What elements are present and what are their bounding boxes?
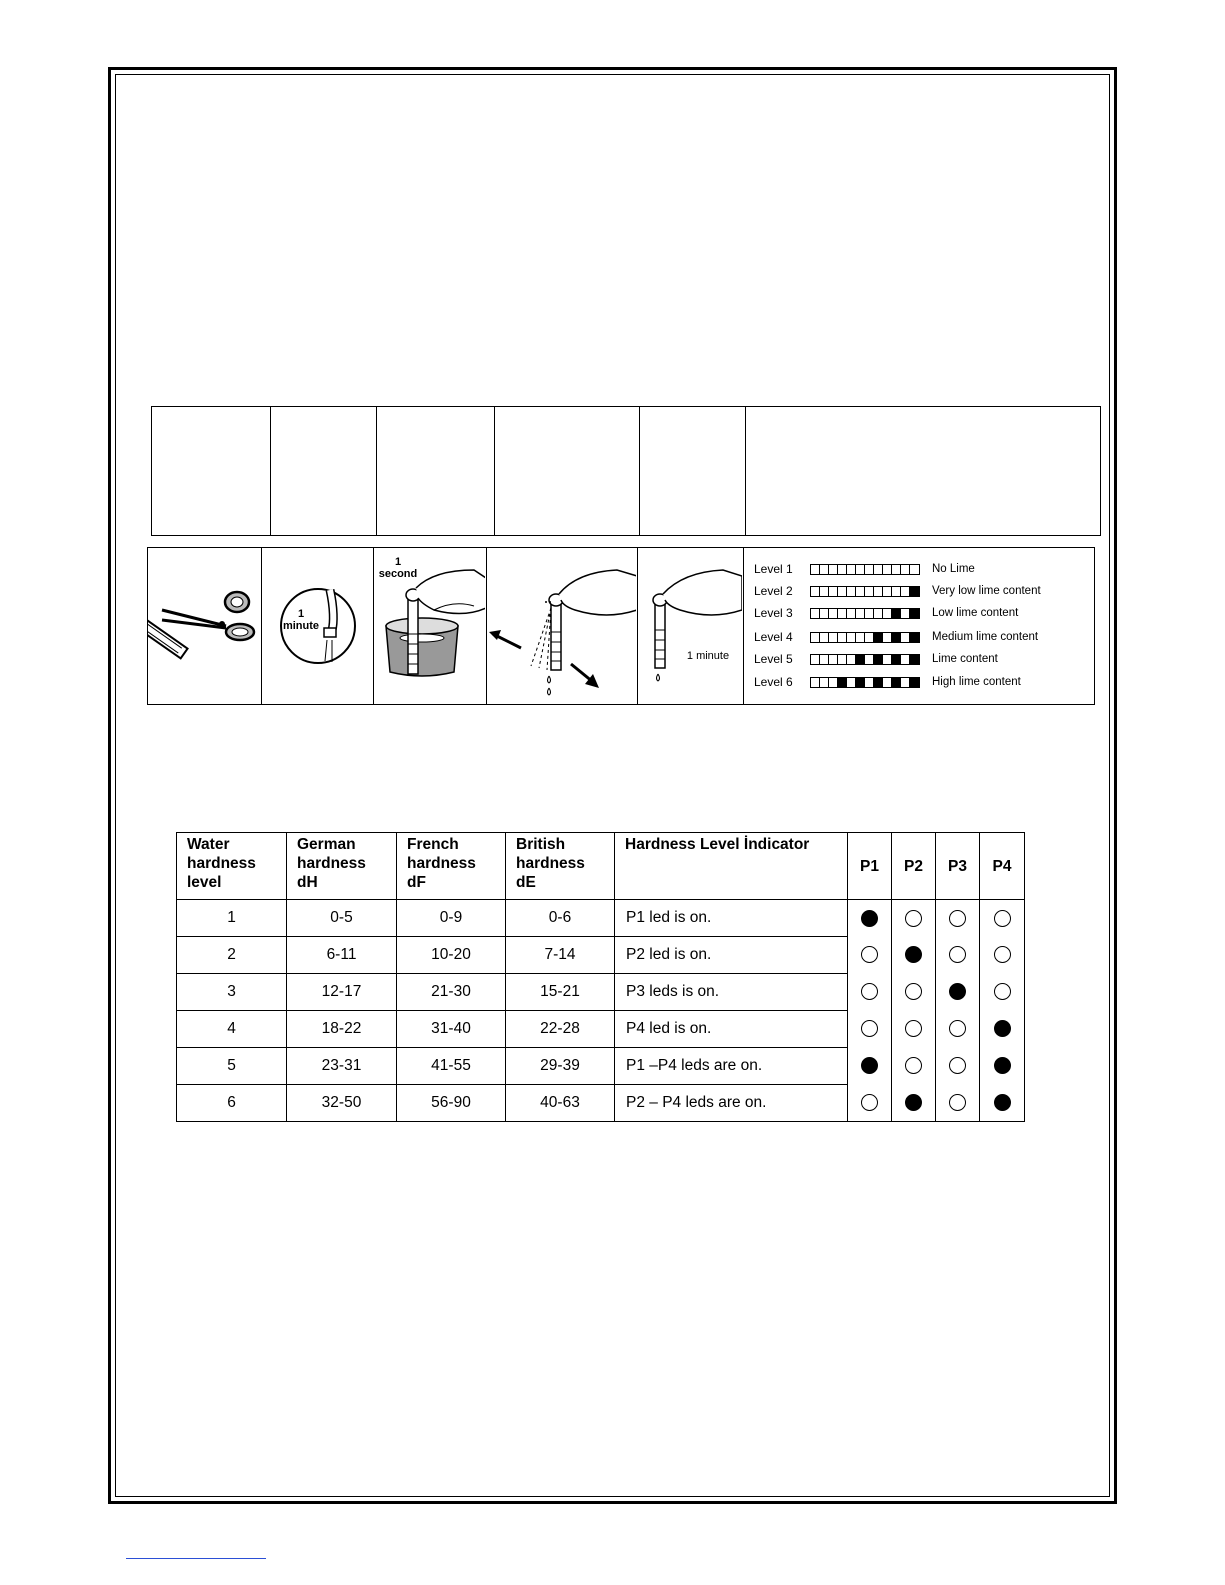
level-bar-segment bbox=[865, 609, 874, 618]
scissors-icon bbox=[148, 548, 260, 703]
led-off-icon bbox=[905, 983, 922, 1000]
level-row bbox=[754, 582, 1041, 600]
led-cell-p4 bbox=[980, 1011, 1025, 1048]
led-cell-p3 bbox=[936, 937, 980, 974]
level-bar-segment bbox=[829, 655, 838, 664]
level-bar-segment bbox=[829, 678, 838, 687]
level-cell: 2 bbox=[177, 937, 287, 974]
led-cell-p1 bbox=[848, 1011, 892, 1048]
level-bar-segment bbox=[829, 565, 838, 574]
level-bar bbox=[810, 654, 920, 665]
level-bar bbox=[810, 677, 920, 688]
level-bar-segment bbox=[811, 609, 820, 618]
indicator-cell: P1 led is on. bbox=[615, 900, 848, 937]
level-bar-segment bbox=[910, 587, 919, 596]
led-cell-p3 bbox=[936, 1011, 980, 1048]
level-bar-segment bbox=[820, 609, 829, 618]
led-cell-p3 bbox=[936, 900, 980, 937]
level-bar-segment bbox=[892, 609, 901, 618]
level-bar-segment bbox=[874, 655, 883, 664]
led-off-icon bbox=[949, 1057, 966, 1074]
level-row bbox=[754, 628, 1038, 646]
led-cell-p2 bbox=[892, 937, 936, 974]
lime-level-legend bbox=[744, 548, 1094, 704]
level-bar-segment bbox=[847, 678, 856, 687]
german-cell: 18-22 bbox=[287, 1011, 397, 1048]
level-bar-segment bbox=[910, 678, 919, 687]
level-bar-segment bbox=[874, 678, 883, 687]
level-bar-segment bbox=[838, 609, 847, 618]
led-off-icon bbox=[905, 910, 922, 927]
level-bar bbox=[810, 608, 920, 619]
level-bar-segment bbox=[874, 565, 883, 574]
german-cell: 23-31 bbox=[287, 1048, 397, 1085]
table-row bbox=[177, 1048, 1025, 1085]
empty-cell bbox=[377, 407, 495, 536]
level-description: Lime content bbox=[932, 653, 998, 665]
level-description: Very low lime content bbox=[932, 585, 1041, 597]
empty-header-row bbox=[152, 407, 1101, 536]
level-bar-segment bbox=[883, 609, 892, 618]
led-on-icon bbox=[861, 1057, 878, 1074]
level-bar-segment bbox=[892, 565, 901, 574]
level-row bbox=[754, 673, 1021, 691]
table-row bbox=[177, 937, 1025, 974]
german-cell: 32-50 bbox=[287, 1085, 397, 1122]
french-cell: 31-40 bbox=[397, 1011, 506, 1048]
level-bar-segment bbox=[883, 587, 892, 596]
level-bar-segment bbox=[856, 587, 865, 596]
level-bar-segment bbox=[820, 633, 829, 642]
level-bar-segment bbox=[829, 609, 838, 618]
level-bar-segment bbox=[838, 587, 847, 596]
led-cell-p1 bbox=[848, 974, 892, 1011]
footer-link-underline bbox=[126, 1557, 266, 1559]
led-on-icon bbox=[949, 983, 966, 1000]
level-description: Low lime content bbox=[932, 607, 1019, 619]
led-cell-p2 bbox=[892, 974, 936, 1011]
level-bar-segment bbox=[874, 633, 883, 642]
level-bar-segment bbox=[901, 565, 910, 574]
level-bar-segment bbox=[892, 633, 901, 642]
led-cell-p1 bbox=[848, 1048, 892, 1085]
led-cell-p3 bbox=[936, 974, 980, 1011]
level-bar-segment bbox=[865, 678, 874, 687]
empty-cell bbox=[152, 407, 271, 536]
step-shake-strip bbox=[487, 548, 638, 704]
british-cell: 7-14 bbox=[506, 937, 615, 974]
level-bar-segment bbox=[847, 609, 856, 618]
indicator-cell: P2 led is on. bbox=[615, 937, 848, 974]
shake-strip-icon bbox=[487, 548, 636, 703]
page-border-inner bbox=[115, 74, 1110, 1497]
empty-cell bbox=[640, 407, 746, 536]
level-bar-segment bbox=[865, 655, 874, 664]
level-bar-segment bbox=[811, 633, 820, 642]
level-cell: 3 bbox=[177, 974, 287, 1011]
level-name: Level 6 bbox=[754, 675, 793, 689]
level-bar-segment bbox=[910, 565, 919, 574]
header-p3: P3 bbox=[936, 833, 980, 900]
hardness-table bbox=[176, 832, 1025, 1122]
led-cell-p4 bbox=[980, 900, 1025, 937]
level-bar-segment bbox=[838, 655, 847, 664]
led-off-icon bbox=[994, 910, 1011, 927]
empty-cell bbox=[495, 407, 640, 536]
level-bar-segment bbox=[856, 678, 865, 687]
level-bar-segment bbox=[910, 609, 919, 618]
empty-cell bbox=[271, 407, 377, 536]
led-cell-p3 bbox=[936, 1085, 980, 1122]
level-bar-segment bbox=[829, 633, 838, 642]
test-strip-steps bbox=[147, 547, 1095, 705]
level-bar-segment bbox=[847, 587, 856, 596]
step-cut-strip bbox=[148, 548, 262, 704]
british-cell: 40-63 bbox=[506, 1085, 615, 1122]
led-off-icon bbox=[949, 910, 966, 927]
led-off-icon bbox=[949, 1020, 966, 1037]
led-cell-p3 bbox=[936, 1048, 980, 1085]
level-bar-segment bbox=[811, 587, 820, 596]
led-cell-p4 bbox=[980, 937, 1025, 974]
led-off-icon bbox=[994, 983, 1011, 1000]
level-bar-segment bbox=[892, 655, 901, 664]
led-off-icon bbox=[861, 1094, 878, 1111]
header-german-hardness: German hardness dH bbox=[287, 833, 397, 900]
header-p4: P4 bbox=[980, 833, 1025, 900]
level-bar-segment bbox=[874, 609, 883, 618]
header-french-hardness: French hardness dF bbox=[397, 833, 506, 900]
level-bar-segment bbox=[820, 565, 829, 574]
level-bar-segment bbox=[811, 565, 820, 574]
level-bar bbox=[810, 564, 920, 575]
level-cell: 4 bbox=[177, 1011, 287, 1048]
step-wait bbox=[638, 548, 744, 704]
level-row bbox=[754, 560, 975, 578]
british-cell: 15-21 bbox=[506, 974, 615, 1011]
dip-cup-icon bbox=[374, 548, 485, 703]
level-bar-segment bbox=[829, 587, 838, 596]
level-name: Level 4 bbox=[754, 630, 793, 644]
level-bar-segment bbox=[847, 565, 856, 574]
table-row bbox=[177, 900, 1025, 937]
indicator-cell: P4 led is on. bbox=[615, 1011, 848, 1048]
header-p1: P1 bbox=[848, 833, 892, 900]
level-name: Level 2 bbox=[754, 584, 793, 598]
led-cell-p1 bbox=[848, 937, 892, 974]
level-description: No Lime bbox=[932, 563, 975, 575]
level-bar-segment bbox=[847, 633, 856, 642]
level-bar-segment bbox=[811, 655, 820, 664]
level-bar-segment bbox=[838, 565, 847, 574]
level-bar bbox=[810, 586, 920, 597]
level-bar-segment bbox=[820, 655, 829, 664]
indicator-cell: P3 leds is on. bbox=[615, 974, 848, 1011]
german-cell: 0-5 bbox=[287, 900, 397, 937]
level-bar bbox=[810, 632, 920, 643]
header-water-hardness-level: Water hardness level bbox=[177, 833, 287, 900]
british-cell: 29-39 bbox=[506, 1048, 615, 1085]
level-bar-segment bbox=[820, 587, 829, 596]
level-bar-segment bbox=[883, 678, 892, 687]
level-cell: 6 bbox=[177, 1085, 287, 1122]
led-off-icon bbox=[905, 1057, 922, 1074]
german-cell: 6-11 bbox=[287, 937, 397, 974]
led-off-icon bbox=[994, 946, 1011, 963]
level-bar-segment bbox=[856, 609, 865, 618]
step-run-water bbox=[262, 548, 374, 704]
led-on-icon bbox=[861, 910, 878, 927]
british-cell: 22-28 bbox=[506, 1011, 615, 1048]
level-bar-segment bbox=[865, 565, 874, 574]
minute-label: 1 minute bbox=[282, 608, 320, 632]
led-off-icon bbox=[861, 983, 878, 1000]
led-cell-p4 bbox=[980, 1085, 1025, 1122]
table-row bbox=[177, 974, 1025, 1011]
level-bar-segment bbox=[901, 633, 910, 642]
empty-cell bbox=[746, 407, 1101, 536]
level-bar-segment bbox=[892, 587, 901, 596]
table-row bbox=[177, 1011, 1025, 1048]
level-bar-segment bbox=[865, 587, 874, 596]
level-description: High lime content bbox=[932, 676, 1021, 688]
wait-strip-icon bbox=[638, 548, 742, 703]
level-bar-segment bbox=[901, 609, 910, 618]
french-cell: 56-90 bbox=[397, 1085, 506, 1122]
indicator-cell: P1 –P4 leds are on. bbox=[615, 1048, 848, 1085]
led-cell-p1 bbox=[848, 900, 892, 937]
level-description: Medium lime content bbox=[932, 631, 1039, 643]
british-cell: 0-6 bbox=[506, 900, 615, 937]
led-off-icon bbox=[905, 1020, 922, 1037]
led-off-icon bbox=[949, 1094, 966, 1111]
header-hardness-indicator: Hardness Level İndicator bbox=[615, 833, 848, 900]
level-bar-segment bbox=[910, 633, 919, 642]
second-label: 1 second bbox=[378, 556, 418, 580]
level-bar-segment bbox=[838, 633, 847, 642]
led-cell-p2 bbox=[892, 1085, 936, 1122]
hardness-header-row bbox=[177, 833, 1025, 900]
empty-header-table bbox=[151, 406, 1101, 536]
level-bar-segment bbox=[856, 655, 865, 664]
level-bar-segment bbox=[883, 565, 892, 574]
level-cell: 1 bbox=[177, 900, 287, 937]
level-name: Level 1 bbox=[754, 562, 793, 576]
level-bar-segment bbox=[847, 655, 856, 664]
level-bar-segment bbox=[892, 678, 901, 687]
led-on-icon bbox=[994, 1020, 1011, 1037]
level-bar-segment bbox=[901, 587, 910, 596]
level-bar-segment bbox=[856, 565, 865, 574]
level-name: Level 5 bbox=[754, 652, 793, 666]
level-row bbox=[754, 650, 998, 668]
led-cell-p2 bbox=[892, 1011, 936, 1048]
led-off-icon bbox=[861, 1020, 878, 1037]
step-dip-strip bbox=[374, 548, 487, 704]
level-bar-segment bbox=[883, 633, 892, 642]
french-cell: 41-55 bbox=[397, 1048, 506, 1085]
level-bar-segment bbox=[910, 655, 919, 664]
led-on-icon bbox=[994, 1094, 1011, 1111]
level-bar-segment bbox=[820, 678, 829, 687]
led-cell-p2 bbox=[892, 1048, 936, 1085]
led-on-icon bbox=[994, 1057, 1011, 1074]
level-bar-segment bbox=[874, 587, 883, 596]
level-bar-segment bbox=[883, 655, 892, 664]
wait-label: 1 minute bbox=[686, 650, 730, 662]
level-bar-segment bbox=[811, 678, 820, 687]
german-cell: 12-17 bbox=[287, 974, 397, 1011]
header-p2: P2 bbox=[892, 833, 936, 900]
led-cell-p4 bbox=[980, 974, 1025, 1011]
level-bar-segment bbox=[856, 633, 865, 642]
french-cell: 21-30 bbox=[397, 974, 506, 1011]
french-cell: 10-20 bbox=[397, 937, 506, 974]
level-bar-segment bbox=[838, 678, 847, 687]
level-row bbox=[754, 604, 1018, 622]
level-bar-segment bbox=[865, 633, 874, 642]
hardness-table-body bbox=[177, 900, 1025, 1122]
led-on-icon bbox=[905, 1094, 922, 1111]
led-off-icon bbox=[949, 946, 966, 963]
indicator-cell: P2 – P4 leds are on. bbox=[615, 1085, 848, 1122]
level-bar-segment bbox=[901, 655, 910, 664]
led-off-icon bbox=[861, 946, 878, 963]
level-cell: 5 bbox=[177, 1048, 287, 1085]
led-cell-p1 bbox=[848, 1085, 892, 1122]
header-british-hardness: British hardness dE bbox=[506, 833, 615, 900]
level-bar-segment bbox=[901, 678, 910, 687]
led-cell-p2 bbox=[892, 900, 936, 937]
table-row bbox=[177, 1085, 1025, 1122]
led-on-icon bbox=[905, 946, 922, 963]
led-cell-p4 bbox=[980, 1048, 1025, 1085]
level-name: Level 3 bbox=[754, 606, 793, 620]
french-cell: 0-9 bbox=[397, 900, 506, 937]
